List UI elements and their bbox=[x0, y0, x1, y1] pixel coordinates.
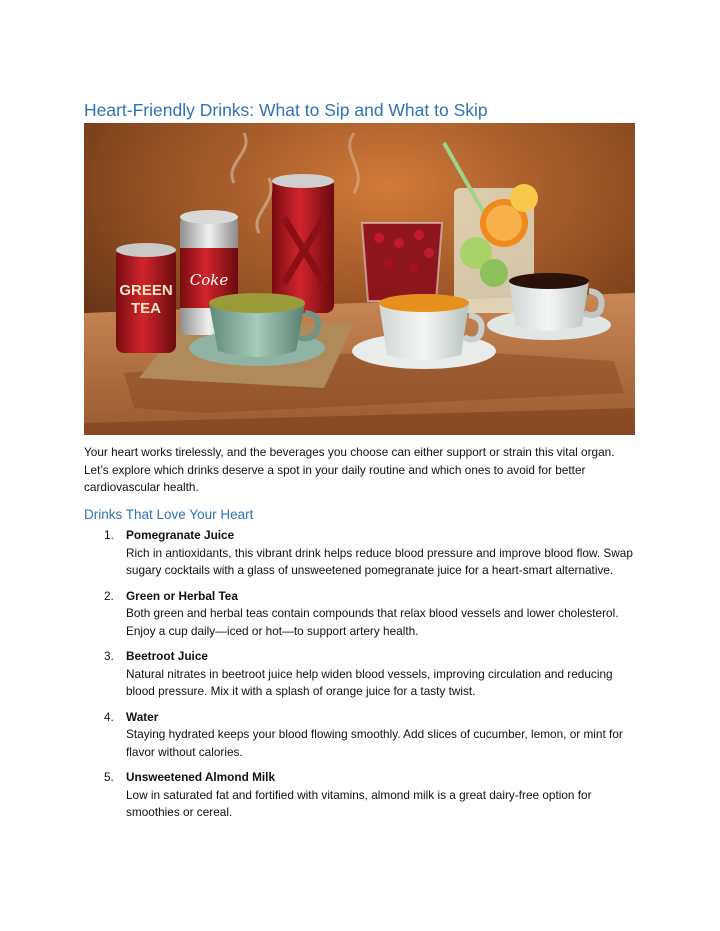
hero-image bbox=[84, 123, 635, 435]
intro-paragraph: Your heart works tirelessly, and the beverages you choose can either support or strain this vital organ. Let’s explore which drinks deserve a spot in your daily routine and which ones to avoid for better cardiovascular health. bbox=[84, 445, 615, 494]
list-item-number: 1. bbox=[104, 528, 114, 542]
list-item-title: Unsweetened Almond Milk bbox=[126, 770, 276, 784]
page-title: Heart-Friendly Drinks: What to Sip and What to Skip bbox=[84, 100, 488, 120]
list-item-description: Natural nitrates in beetroot juice help widen blood vessels, improving circulation and reducing blood pressure. Mix it with a splash of orange juice for a tasty twist. bbox=[126, 666, 613, 698]
green-tea-can bbox=[116, 243, 176, 353]
list-item bbox=[104, 648, 644, 701]
list-item-title: Pomegranate Juice bbox=[126, 528, 235, 542]
drinks-list bbox=[104, 527, 644, 830]
list-item bbox=[104, 588, 644, 641]
list-item-description: Both green and herbal teas contain compounds that relax blood vessels and lower cholesterol. Enjoy a cup daily—iced or hot—to support artery health. bbox=[126, 606, 619, 638]
svg-text:TEA: TEA bbox=[131, 300, 161, 317]
list-item-description: Rich in antioxidants, this vibrant drink helps reduce blood pressure and improve blood flow. Swap sugary cocktails with a glass of unsweetened pomegranate juice for a heart-smart alternative. bbox=[126, 545, 633, 577]
list-item-description: Staying hydrated keeps your blood flowing smoothly. Add slices of cucumber, lemon, or mint for flavor without calories. bbox=[126, 727, 623, 759]
list-item-number: 4. bbox=[104, 709, 114, 724]
list-item-number: 2. bbox=[104, 588, 114, 603]
energy-drink-can bbox=[272, 174, 334, 313]
list-item-number: 3. bbox=[104, 649, 114, 663]
svg-text:Coke: Coke bbox=[189, 271, 229, 289]
svg-text:GREEN: GREEN bbox=[119, 282, 173, 299]
list-item bbox=[104, 769, 644, 822]
list-item bbox=[104, 527, 644, 580]
list-item-title: Green or Herbal Tea bbox=[126, 588, 238, 603]
list-item-title: Beetroot Juice bbox=[126, 649, 208, 663]
section-heading: Drinks That Love Your Heart bbox=[84, 507, 254, 522]
list-item-number: 5. bbox=[104, 770, 114, 784]
list-item-title: Water bbox=[126, 709, 159, 724]
list-item-description: Low in saturated fat and fortified with vitamins, almond milk is a great dairy-free option for smoothies or cereal. bbox=[126, 787, 592, 819]
list-item bbox=[104, 709, 644, 762]
pomegranate-glass bbox=[362, 223, 442, 301]
